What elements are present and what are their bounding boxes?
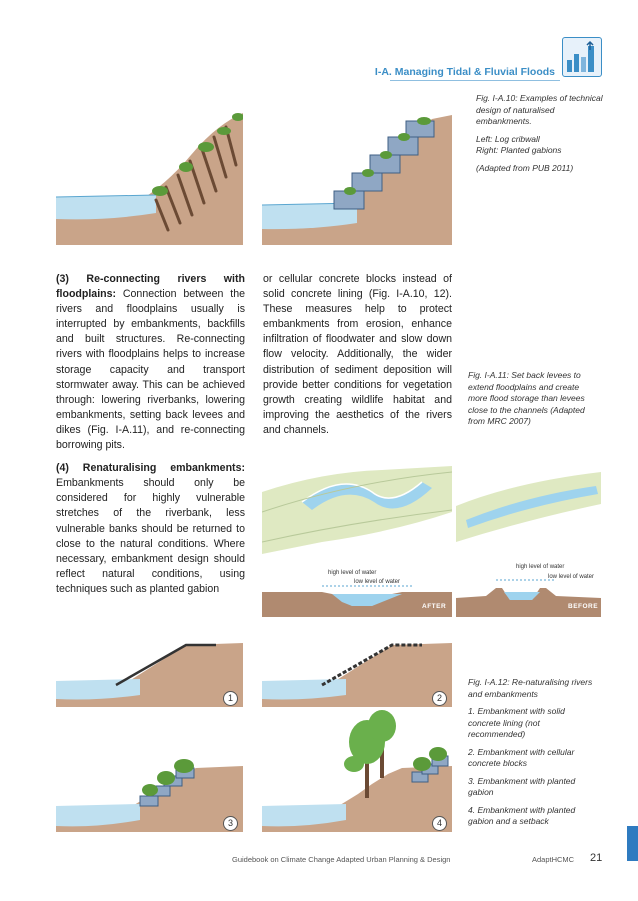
column-2-paragraph: or cellular concrete blocks instead of solid concrete lining (Fig. I-A.10, 12). These measures help to protect embankments from erosion, enhance infiltration of floodwater and slow down flow velocity. Additionally, the wider distribution of sediment deposition will provide better conditions for vegetation growth creating wildlife habitat and improving the aesthetics of the rivers and channels. [263, 273, 452, 436]
footer-guidebook-title: Guidebook on Climate Change Adapted Urban Planning & Design [232, 855, 451, 864]
section-header-title: I-A. Managing Tidal & Fluvial Floods [374, 66, 555, 78]
body-column-left [56, 272, 245, 605]
chart-building-icon [562, 37, 602, 77]
body-column-middle [263, 272, 452, 446]
figure-planted-gabions [262, 95, 452, 245]
fig10-source: (Adapted from PUB 2011) [476, 162, 574, 173]
panel-2-number: 2 [432, 691, 447, 706]
figure-log-cribwall [56, 95, 243, 245]
figure-cross-section-after [262, 562, 452, 617]
section-4-body: Embankments should only be considered for highly vulnerable stretches of the riverbank, less vulnerable banks should be returned to close to the natural conditions. Where necessary, embankment design should reflect natural conditions, using techniques such as planted gabion [56, 477, 245, 595]
fig12-item-2: 2. Embankment with cellular concrete blocks [468, 746, 575, 768]
fig10-title: Fig. I-A.10: Examples of technical design of naturalised embankments. [476, 93, 603, 126]
footer-brand: AdaptHCMC [532, 855, 575, 864]
after-low-water-label: low level of water [354, 579, 401, 585]
fig12-caption [468, 677, 598, 834]
panel-1-number: 1 [223, 691, 238, 706]
figure-aerial-after [262, 462, 452, 554]
section-4-heading: (4) Renaturalising embankments: [56, 462, 245, 475]
after-label: AFTER [422, 603, 447, 610]
header-divider [390, 80, 560, 81]
fig11-caption: Fig. I-A.11: Set back levees to extend floodplains and create more flood storage than levees close to the channels (Adapted from MRC 2007) [468, 370, 585, 426]
fig12-item-4: 4. Embankment with planted gabion and a setback [468, 804, 576, 826]
section-4-paragraph [56, 461, 245, 597]
figure-panel-3 [56, 740, 243, 832]
section-3-body: Connection between the rivers and floodplains usually is interrupted by embankments, backfills and built structures. Re-connecting rivers with floodplains helps to increase storage capacity and transport stormwater away. This can be achieved through: lowering riverbanks, lowering embankments, setting back levees and dikes (Fig. I-A.11), and re-connecting borrowing pits. [56, 288, 245, 452]
page-edge-tab [627, 826, 638, 861]
figure-panel-2 [262, 635, 452, 707]
fig10-right-label: Right: Planted gabions [476, 145, 562, 155]
page-number: 21 [590, 852, 603, 864]
section-3-paragraph [56, 272, 245, 453]
figure-panel-1 [56, 635, 243, 707]
after-high-water-label: high level of water [328, 570, 377, 576]
before-label: BEFORE [568, 603, 599, 610]
fig12-item-1: 1. Embankment with solid concrete lining (not recommended) [468, 706, 565, 739]
panel-4-number: 4 [432, 816, 447, 831]
fig10-left-label: Left: Log cribwall [476, 133, 540, 144]
before-high-water-label: high level of water [516, 564, 565, 570]
figure-aerial-before [456, 462, 601, 554]
figure-cross-section-before [456, 562, 601, 617]
before-low-water-label: low level of water [548, 574, 595, 580]
fig10-caption [476, 93, 606, 180]
fig12-title: Fig. I-A.12: Re-naturalising rivers and embankments [468, 677, 593, 699]
figure-panel-4 [262, 708, 452, 832]
fig12-item-3: 3. Embankment with planted gabion [468, 775, 576, 797]
panel-3-number: 3 [223, 816, 238, 831]
section-3-heading: (3) Re-connecting rivers with floodplains: [56, 273, 245, 301]
